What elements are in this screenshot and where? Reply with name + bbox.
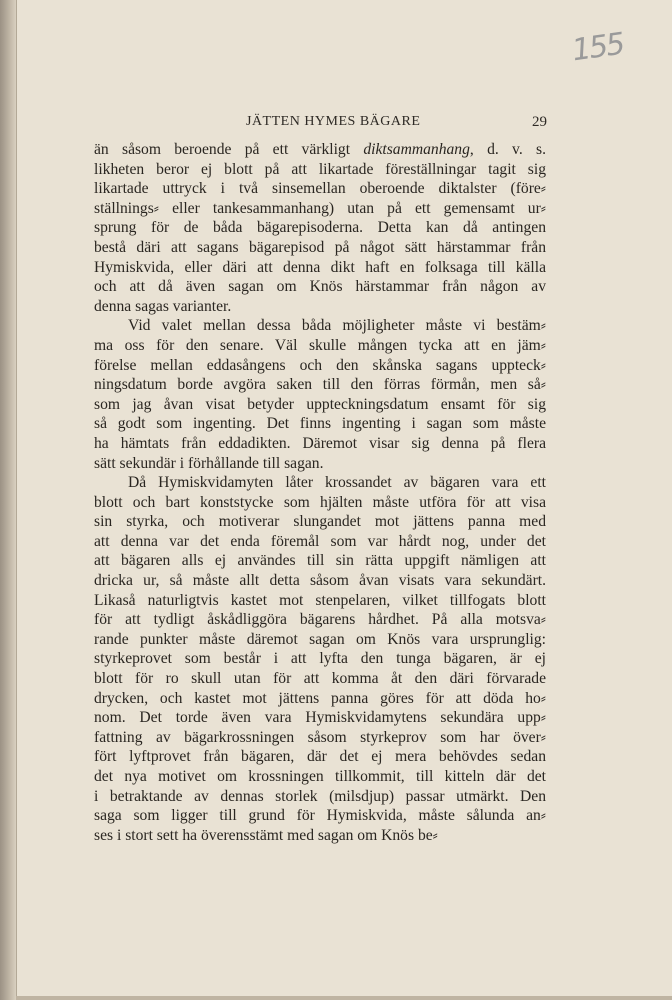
text-line: ha hämtats från eddadikten. Däremot visar sig denna på flera <box>94 434 546 452</box>
text-line: Hymiskvida, eller däri att denna dikt haft en folksaga till källa <box>94 258 546 276</box>
text-line: Likaså naturligtvis kastet mot stenpelaren, vilket tillfogats blott <box>94 591 546 609</box>
text-line: fört lyftprovet från bägaren, där det ej mera behövdes sedan <box>94 748 546 766</box>
text-line: drycken, och kastet mot jättens panna göres för att döda ho⸗ <box>94 689 546 707</box>
page-number: 29 <box>532 114 547 130</box>
text-line: sin styrka, och motiverar slungandet mot jättens panna med <box>94 513 546 531</box>
text-line: bestå däri att sagans bägarepisod på något sätt härstammar från <box>94 238 546 256</box>
text-line: dricka ur, så måste allt detta såsom åvan visats vara sekundärt. <box>94 572 546 590</box>
text-line: Vid valet mellan dessa båda möjligheter måste vi bestäm⸗ <box>128 317 546 335</box>
text-line: rande punkter måste däremot sagan om Knös vara ursprunglig: <box>94 630 546 648</box>
running-head: JÄTTEN HYMES BÄGARE <box>246 114 421 129</box>
text-line: att denna var det enda föremål som var hårdt nog, under det <box>94 532 546 550</box>
text-line: än såsom beroende på ett värkligt diktsammanhang, d. v. s. <box>94 141 546 158</box>
text-line: blott för ro skull utan för att komma åt den däri förvarade <box>94 670 546 688</box>
text-line: så godt som ingenting. Det finns ingenting i sagan som måste <box>94 415 546 433</box>
text-line: saga som ligger till grund för Hymiskvida, måste sålunda an⸗ <box>94 807 546 825</box>
text-line: styrkeprovet som består i att lyfta den tunga bägaren, är ej <box>94 650 546 668</box>
text-line: för att tydligt åskådliggöra bägarens hårdhet. På alla motsva⸗ <box>94 611 546 629</box>
text-line: Då Hymiskvidamyten låter krossandet av bägaren vara ett <box>128 474 546 492</box>
page-bottom-edge <box>16 996 672 1000</box>
text-line: förelse mellan eddasångens och den skånska sagans uppteck⸗ <box>94 356 546 374</box>
text-line: och att då även sagan om Knös härstammar från någon av <box>94 278 546 296</box>
text-line: att bägaren alls ej användes till sin rätta uppgift nämligen att <box>94 552 546 570</box>
text-line: fattning av bägarkrossningen såsom styrkeprov som har över⸗ <box>94 728 546 746</box>
text-line: nom. Det torde även vara Hymiskvidamytens sekundära upp⸗ <box>94 709 546 727</box>
text-line: ma oss för den senare. Väl skulle mången tycka att en jäm⸗ <box>94 336 546 354</box>
handwritten-folio-note: 155 <box>569 26 626 69</box>
text-line: som jag åvan visat betyder uppteckningsdatum ensamt för sig <box>94 395 546 413</box>
text-line: likartade uttryck i två sinsemellan oberoende diktalster (före⸗ <box>94 180 546 198</box>
text-line: likheten beror ej blott på att likartade föreställningar tagit sig <box>94 160 546 178</box>
text-line: blott och bart konststycke som hjälten måste utföra för att visa <box>94 493 546 511</box>
text-line: det nya motivet om krossningen tillkommit, till kitteln där det <box>94 768 546 785</box>
book-spine-shadow <box>0 0 16 1000</box>
text-line: sprung för de båda bägarepisoderna. Detta kan då antingen <box>94 219 546 237</box>
text-line: ställnings⸗ eller tankesammanhang) utan på ett gemensamt ur⸗ <box>94 199 546 217</box>
text-line: ningsdatum borde avgöra saken till den förras förmån, men så⸗ <box>94 376 546 394</box>
text-line: ses i stort sett ha överensstämt med sagan om Knös be⸗ <box>94 826 438 844</box>
text-line: i betraktande av dennas storlek (milsdjup) passar utmärkt. Den <box>94 787 546 805</box>
text-line: denna sagas varianter. <box>94 297 232 315</box>
text-line: sätt sekundär i förhållande till sagan. <box>94 454 324 472</box>
body-text <box>94 140 546 845</box>
emphasized-term: diktsammanhang <box>363 141 470 158</box>
